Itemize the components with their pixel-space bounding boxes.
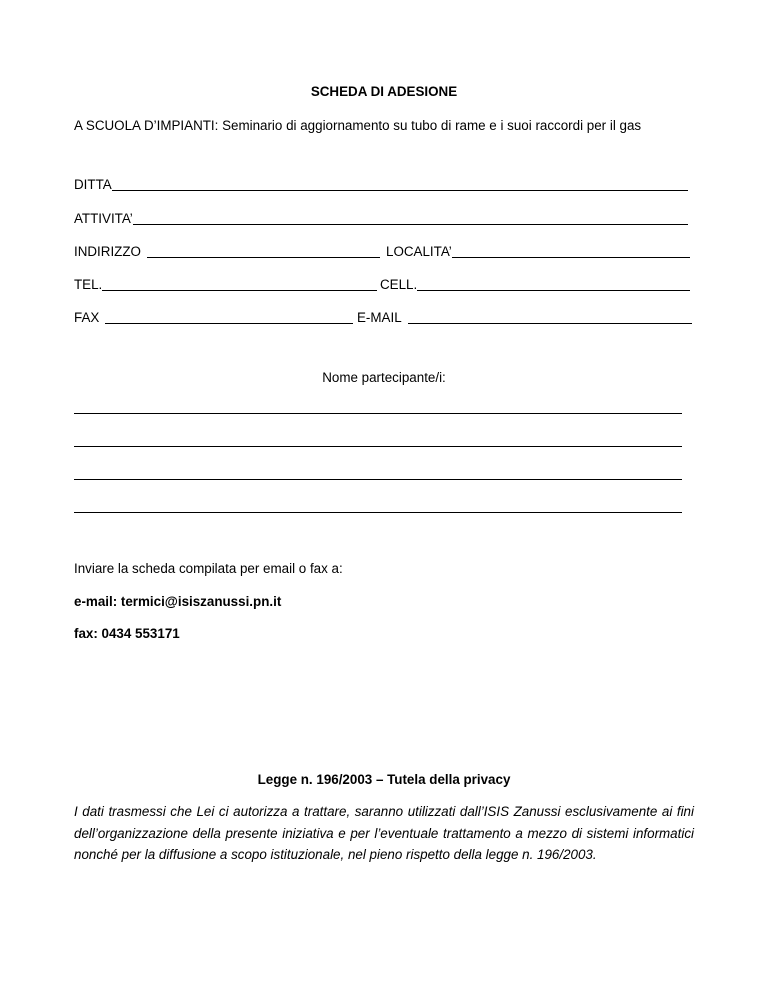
participants-label: Nome partecipante/i: bbox=[322, 370, 446, 385]
form-title: SCHEDA DI ADESIONE bbox=[310, 84, 458, 99]
email-field[interactable] bbox=[357, 310, 692, 326]
fax-label: FAX bbox=[74, 310, 100, 325]
ditta-label: DITTA bbox=[74, 177, 112, 192]
tel-label: TEL. bbox=[74, 277, 103, 292]
attivita-input-line[interactable] bbox=[133, 212, 688, 225]
attivita-field[interactable] bbox=[74, 211, 688, 227]
contact-email[interactable]: e-mail: termici@isiszanussi.pn.it bbox=[74, 594, 282, 609]
cell-input-line[interactable] bbox=[417, 278, 690, 291]
fax-field[interactable] bbox=[74, 310, 353, 326]
indirizzo-input-line[interactable] bbox=[147, 245, 380, 258]
participant-line-3[interactable] bbox=[74, 478, 682, 480]
participant-line-4[interactable] bbox=[74, 511, 682, 513]
participant-line-2[interactable] bbox=[74, 445, 682, 447]
tel-field[interactable] bbox=[74, 277, 377, 293]
tel-input-line[interactable] bbox=[102, 278, 377, 291]
send-instructions: Inviare la scheda compilata per email o fax a: bbox=[74, 561, 343, 576]
seminar-subtitle: A SCUOLA D’IMPIANTI: Seminario di aggiornamento su tubo di rame e i suoi raccordi per il gas bbox=[74, 118, 642, 133]
fax-input-line[interactable] bbox=[105, 311, 353, 324]
cell-label: CELL. bbox=[380, 277, 418, 292]
indirizzo-label: INDIRIZZO bbox=[74, 244, 141, 259]
localita-field[interactable] bbox=[386, 244, 690, 260]
email-input-line[interactable] bbox=[408, 311, 692, 324]
localita-input-line[interactable] bbox=[452, 245, 690, 258]
cell-field[interactable] bbox=[380, 277, 690, 293]
localita-label: LOCALITA’ bbox=[386, 244, 452, 259]
participant-line-1[interactable] bbox=[74, 412, 682, 414]
contact-fax: fax: 0434 553171 bbox=[74, 626, 180, 641]
indirizzo-field[interactable] bbox=[74, 244, 380, 260]
email-label: E-MAIL bbox=[357, 310, 402, 325]
ditta-field[interactable] bbox=[74, 177, 688, 193]
ditta-input-line[interactable] bbox=[112, 178, 688, 191]
privacy-text: I dati trasmessi che Lei ci autorizza a trattare, saranno utilizzati dall’ISIS Zanussi esclusivamente ai fini dell’organizzazione della presente iniziativa e per l’eventuale trattamento a mezzo di sistemi informatici nonché per la diffusione a scopo istituzionale, nel pieno rispetto della legge n. 196/2003. bbox=[74, 804, 694, 862]
privacy-heading: Legge n. 196/2003 – Tutela della privacy bbox=[257, 772, 511, 787]
attivita-label: ATTIVITA’ bbox=[74, 211, 133, 226]
